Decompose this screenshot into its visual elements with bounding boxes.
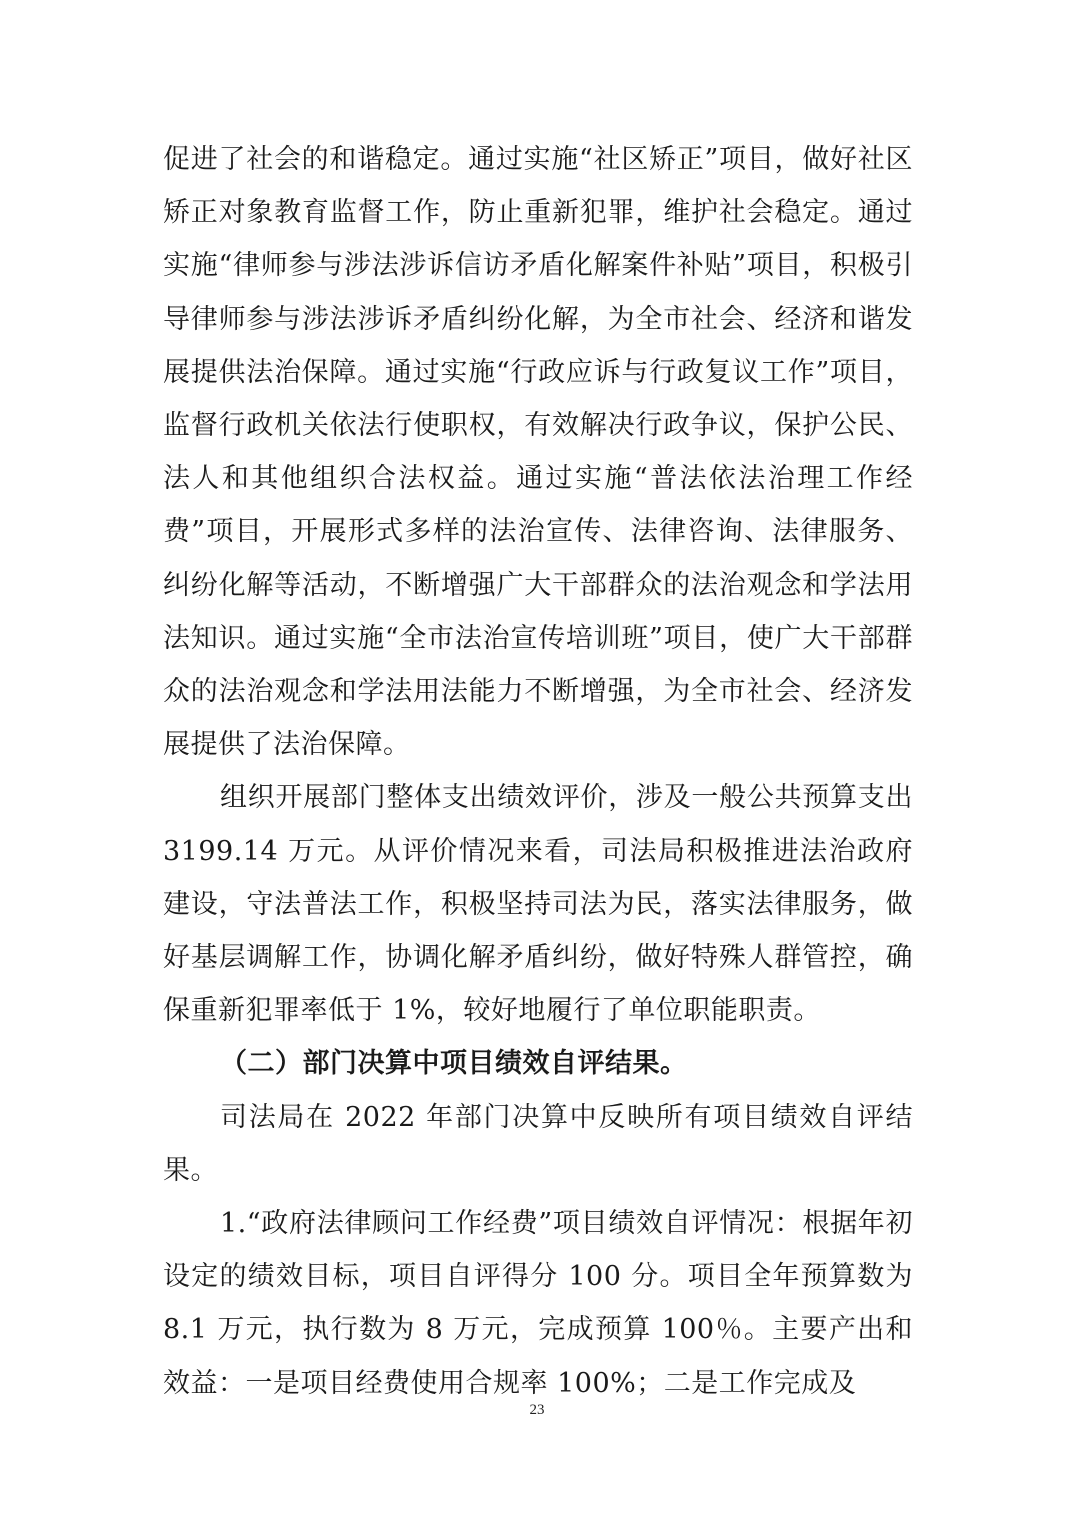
page-number: 23 (529, 1402, 545, 1418)
section-heading: （二）部门决算中项目绩效自评结果。 (220, 1048, 688, 1080)
document-body (163, 133, 913, 1410)
body-paragraph-3: 司法局在 2022 年部门决算中反映所有项目绩效自评结果。 (163, 1101, 913, 1186)
body-paragraph-4: 1.“政府法律顾问工作经费”项目绩效自评情况：根据年初设定的绩效目标，项目自评得分 100 分。项目全年预算数为 8.1 万元，执行数为 8 万元，完成预算 100％。主要产出和效益：一是项目经费使用合规率 100%；二是工作完成及 (163, 1208, 913, 1399)
body-paragraph-1: 促进了社会的和谐稳定。通过实施“社区矫正”项目，做好社区矫正对象教育监督工作，防止重新犯罪，维护社会稳定。通过实施“律师参与涉法涉诉信访矛盾化解案件补贴”项目，积极引导律师参与涉法涉诉矛盾纠纷化解，为全市社会、经济和谐发展提供法治保障。通过实施“行政应诉与行政复议工作”项目，监督行政机关依法行使职权，有效解决行政争议，保护公民、法人和其他组织合法权益。通过实施“普法依法治理工作经费”项目，开展形式多样的法治宣传、法律咨询、法律服务、纠纷化解等活动，不断增强广大干部群众的法治观念和学法用法知识。通过实施“全市法治宣传培训班”项目，使广大干部群众的法治观念和学法用法能力不断增强，为全市社会、经济发展提供了法治保障。 (163, 144, 913, 761)
body-paragraph-2: 组织开展部门整体支出绩效评价，涉及一般公共预算支出 3199.14 万元。从评价情况来看，司法局积极推进法治政府建设，守法普法工作，积极坚持司法为民，落实法律服务，做好基层调解工作，协调化解矛盾纠纷，做好特殊人群管控，确保重新犯罪率低于 1%，较好地履行了单位职能职责。 (163, 782, 913, 1027)
